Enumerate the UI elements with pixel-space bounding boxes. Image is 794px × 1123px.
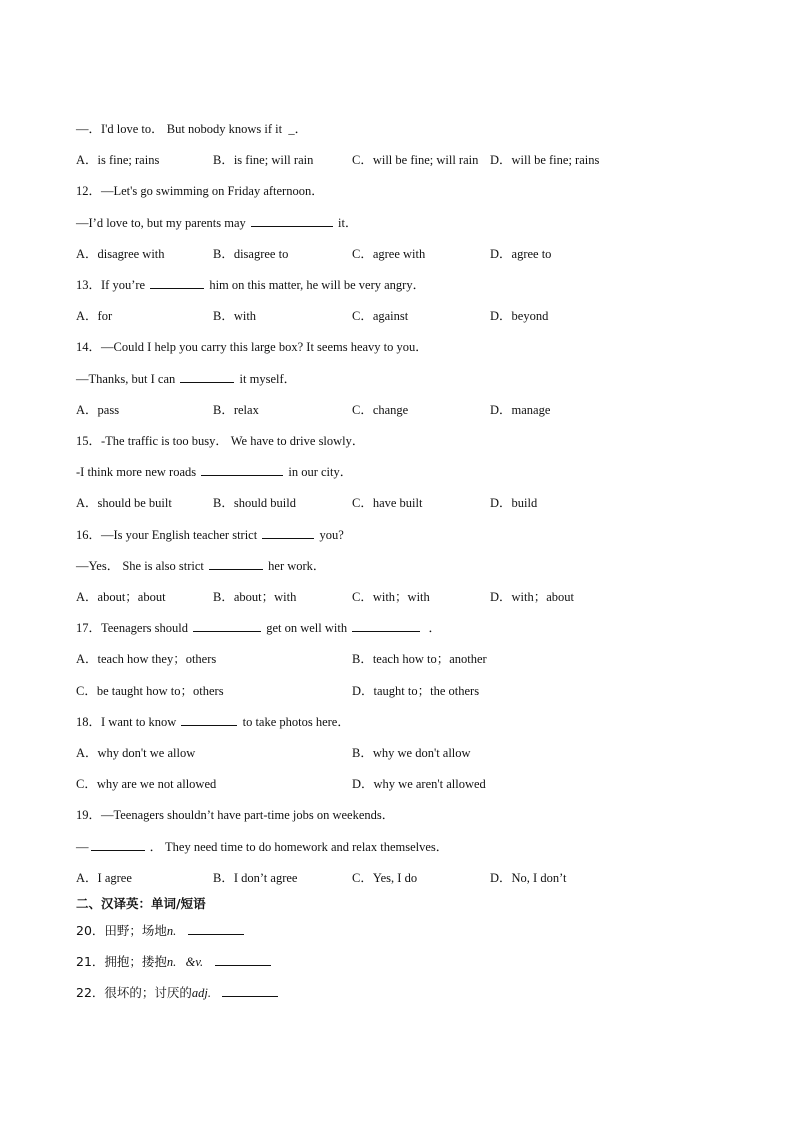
q19-response-dash: —	[76, 840, 89, 854]
q20-text: 20．田野；场地	[76, 923, 167, 938]
section-title: 二、汉译英：单词/短语	[76, 896, 206, 911]
q12-option-c[interactable]: C．agree with	[352, 247, 426, 261]
q12-options	[76, 246, 676, 262]
q13-option-d[interactable]: D．beyond	[490, 309, 549, 323]
q13-stem	[76, 277, 425, 293]
q14-option-a[interactable]: A．pass	[76, 403, 120, 417]
q15-response-end: in our city．	[288, 465, 353, 479]
q14-option-b[interactable]: B．relax	[213, 403, 259, 417]
q17-stem-middle: get on well with	[266, 621, 348, 635]
q17-option-a[interactable]: A．teach how they；others	[76, 652, 217, 666]
q14-options	[76, 402, 676, 418]
q13-stem-text: 13．If you’re	[76, 278, 146, 292]
q11-options	[76, 152, 676, 168]
q18-option-a[interactable]: A．why don't we allow	[76, 746, 196, 760]
q21-pos2: &v.	[185, 955, 204, 969]
q12-response	[76, 215, 357, 231]
q19-option-b[interactable]: B．I don’t agree	[213, 871, 298, 885]
answer-blank	[180, 371, 234, 383]
q15-option-d[interactable]: D．build	[490, 496, 538, 510]
q16-option-c[interactable]: C．with；with	[352, 590, 430, 604]
q11-stem	[76, 121, 307, 137]
q19-stem: 19．—Teenagers shouldn’t have part-time jobs on weekends．	[76, 808, 395, 822]
q18-option-c[interactable]: C．why are we not allowed	[76, 777, 217, 791]
q16-option-a[interactable]: A．about；about	[76, 590, 166, 604]
q18-option-b[interactable]: B．why we don't allow	[352, 746, 471, 760]
q22-text: 22．很坏的；讨厌的	[76, 985, 192, 1000]
q16-response	[76, 558, 325, 574]
q17-stem-text: 17．Teenagers should	[76, 621, 188, 635]
q20-pos: n.	[166, 924, 177, 938]
q14-response-end: it myself．	[239, 372, 297, 386]
q16-options	[76, 589, 676, 605]
q14-stem: 14．—Could I help you carry this large box? It seems heavy to you．	[76, 340, 428, 354]
q15-response-text: -I think more new roads	[76, 465, 197, 479]
q18-stem	[76, 714, 350, 730]
q14-option-c[interactable]: C．change	[352, 403, 409, 417]
q15-response	[76, 464, 352, 480]
q14-response	[76, 371, 296, 387]
q12-option-d[interactable]: D．agree to	[490, 247, 552, 261]
q16-response-text: —Yes． She is also strict	[76, 559, 204, 573]
q22-pos: adj.	[191, 986, 212, 1000]
q15-stem: 15．-The traffic is too busy． We have to drive slowly．	[76, 434, 365, 448]
q14-option-d[interactable]: D．manage	[490, 403, 551, 417]
q13-stem-end: him on this matter, he will be very angry．	[209, 278, 426, 292]
q15-option-c[interactable]: C．have built	[352, 496, 423, 510]
q14-response-text: —Thanks, but I can	[76, 372, 176, 386]
q11-option-b[interactable]: B．is fine; will rain	[213, 153, 314, 167]
q19-option-a[interactable]: A．I agree	[76, 871, 132, 885]
q16-option-b[interactable]: B．about；with	[213, 590, 297, 604]
q18-options-row1	[76, 745, 676, 761]
answer-blank[interactable]	[222, 985, 278, 997]
q11-blank-text: _．	[288, 122, 308, 136]
q12-stem: 12．—Let's go swimming on Friday afternoon．	[76, 184, 324, 198]
q18-stem-text: 18．I want to know	[76, 715, 177, 729]
answer-blank	[201, 464, 283, 476]
q18-option-d[interactable]: D．why we aren't allowed	[352, 777, 486, 791]
q16-response-end: her work．	[268, 559, 326, 573]
q15-option-b[interactable]: B．should build	[213, 496, 296, 510]
q11-stem-text: —．I'd love to． But nobody knows if it	[76, 122, 283, 136]
answer-blank[interactable]	[215, 954, 271, 966]
q19-options	[76, 870, 676, 886]
q12-response-text: —I’d love to, but my parents may	[76, 216, 246, 230]
q13-option-c[interactable]: C．against	[352, 309, 409, 323]
q12-option-b[interactable]: B．disagree to	[213, 247, 289, 261]
q11-option-a[interactable]: A．is fine; rains	[76, 153, 160, 167]
q18-stem-end: to take photos here．	[242, 715, 350, 729]
q13-options	[76, 308, 676, 324]
q21-pos: n.	[166, 955, 177, 969]
answer-blank	[352, 620, 420, 632]
answer-blank	[251, 215, 333, 227]
q22-item	[76, 985, 280, 1001]
q19-response	[76, 839, 448, 855]
q17-option-c[interactable]: C．be taught how to；others	[76, 684, 224, 698]
q21-item	[76, 954, 273, 970]
answer-blank	[209, 558, 263, 570]
answer-blank	[150, 277, 204, 289]
q13-option-a[interactable]: A．for	[76, 309, 113, 323]
q17-option-d[interactable]: D．taught to；the others	[352, 684, 480, 698]
q11-option-c[interactable]: C．will be fine; will rain	[352, 153, 479, 167]
q19-option-d[interactable]: D．No, I don’t	[490, 871, 567, 885]
q16-stem	[76, 527, 344, 543]
answer-blank	[262, 527, 314, 539]
q20-item	[76, 923, 246, 939]
answer-blank	[193, 620, 261, 632]
q18-options-row2	[76, 776, 676, 792]
q16-option-d[interactable]: D．with；about	[490, 590, 575, 604]
q19-option-c[interactable]: C．Yes, I do	[352, 871, 418, 885]
q11-option-d[interactable]: D．will be fine; rains	[490, 153, 600, 167]
q17-stem	[76, 620, 441, 636]
q17-stem-end: ．	[428, 621, 441, 635]
q21-text: 21．拥抱；搂抱	[76, 954, 167, 969]
q15-option-a[interactable]: A．should be built	[76, 496, 172, 510]
q17-options-row1	[76, 651, 676, 667]
answer-blank	[181, 714, 237, 726]
q15-options	[76, 495, 676, 511]
q12-response-end: it．	[338, 216, 358, 230]
q17-options-row2	[76, 683, 676, 699]
q19-response-text: ． They need time to do homework and relax themselves．	[149, 840, 449, 854]
answer-blank	[91, 839, 145, 851]
q16-stem-text: 16．—Is your English teacher strict	[76, 528, 258, 542]
q16-stem-end: you?	[319, 528, 344, 542]
q17-option-b[interactable]: B．teach how to；another	[352, 652, 487, 666]
q12-option-a[interactable]: A．disagree with	[76, 247, 165, 261]
answer-blank[interactable]	[188, 923, 244, 935]
q13-option-b[interactable]: B．with	[213, 309, 257, 323]
